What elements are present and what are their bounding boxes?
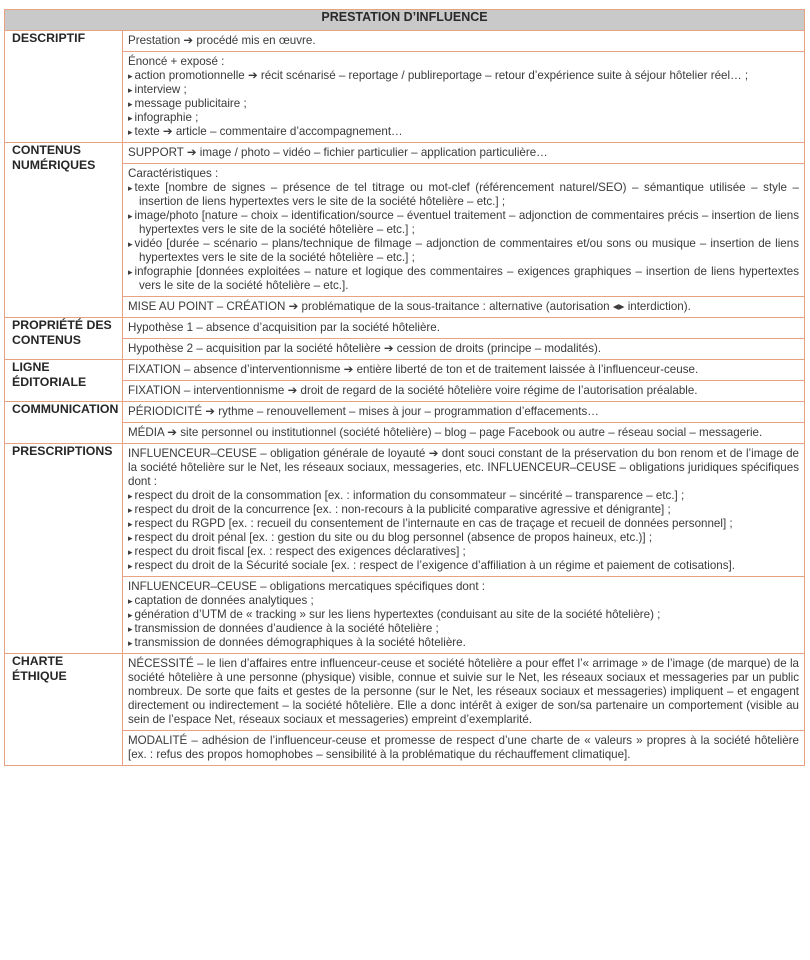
bullet-text: transmission de données démographiques à la société hôtelière. [134, 636, 466, 649]
bullet-item [128, 594, 799, 608]
cell-text: FIXATION – interventionnisme ➔ droit de regard de la société hôtelière voire régime de l’autorisation préalable. [128, 384, 698, 397]
bullet-text: captation de données analytiques ; [134, 594, 314, 607]
category-label: LIGNE ÉDITORIALE [5, 360, 123, 402]
bullet-text: texte ➔ article – commentaire d’accompagnement… [134, 125, 403, 138]
content-cell [123, 31, 805, 52]
content-cell [123, 654, 805, 731]
cell-text: PÉRIODICITÉ ➔ rythme – renouvellement – mises à jour – programmation d’effacements… [128, 405, 599, 418]
table-row [5, 731, 805, 766]
document [4, 9, 805, 766]
triangle-bullet-icon: ▸ [128, 127, 133, 137]
triangle-bullet-icon: ▸ [128, 113, 133, 123]
triangle-bullet-icon: ▸ [128, 267, 133, 277]
bullet-text: génération d’UTM de « tracking » sur les liens hypertextes (conduisant au site de la société hôtelière) ; [134, 608, 661, 621]
triangle-bullet-icon: ▸ [128, 547, 133, 557]
content-cell [123, 444, 805, 577]
cell-text: FIXATION – absence d’interventionnisme ➔ entière liberté de ton et de traitement laissée à l’influenceur-ceuse. [128, 363, 699, 376]
category-label: PROPRIÉTÉ DES CONTENUS [5, 318, 123, 360]
cell-text: MODALITÉ – adhésion de l’influenceur-ceuse et promesse de respect d’une charte de « valeurs » propres à la société hôtelière [ex. : refus des propos homophobes – sensibilité à la problématique du réchauffement climatique]. [128, 734, 799, 761]
triangle-bullet-icon: ▸ [128, 505, 133, 515]
cell-text: Caractéristiques : [128, 167, 219, 180]
category-label: DESCRIPTIF [5, 31, 123, 143]
cell-text: INFLUENCEUR–CEUSE – obligation générale de loyauté ➔ dont souci constant de la préservation du bon renom et de l’image de la société hôtelière sur le Net, les réseaux sociaux, messageries, etc. INFLUENCEUR–CEUSE – obligations juridiques spécifiques dont : [128, 447, 799, 488]
bullet-text: action promotionnelle ➔ récit scénarisé – reportage / publireportage – retour d’expérience suite à séjour hôtelier réel… ; [134, 69, 749, 82]
bullet-item [128, 237, 799, 265]
bullet-item [128, 608, 799, 622]
triangle-bullet-icon: ▸ [128, 533, 133, 543]
bullet-text: respect du RGPD [ex. : recueil du consentement de l’internaute en cas de traçage et recueil de données personnel] ; [134, 517, 733, 530]
table-row [5, 164, 805, 297]
cell-text: MISE AU POINT – CRÉATION ➔ problématique de la sous-traitance : alternative (autorisation ◂▸ interdiction). [128, 300, 691, 313]
triangle-bullet-icon: ▸ [128, 610, 133, 620]
triangle-bullet-icon: ▸ [128, 596, 133, 606]
triangle-bullet-icon: ▸ [128, 71, 133, 81]
bullet-text: infographie ; [134, 111, 199, 124]
cell-text: Hypothèse 2 – acquisition par la société hôtelière ➔ cession de droits (principe – modalités). [128, 342, 602, 355]
content-cell [123, 339, 805, 360]
bullet-item [128, 545, 799, 559]
cell-text: Énoncé + exposé : [128, 55, 225, 68]
triangle-bullet-icon: ▸ [128, 239, 133, 249]
bullet-item [128, 125, 799, 139]
bullet-item [128, 531, 799, 545]
content-cell [123, 143, 805, 164]
bullet-text: infographie [données exploitées – nature et logique des commentaires – exigences graphiques – insertion de liens hypertextes vers le site de la société hôtelière – etc.]. [134, 265, 799, 292]
cell-text: NÉCESSITÉ – le lien d’affaires entre influenceur-ceuse et société hôtelière a pour effet l’« arrimage » de l’image (de marque) de la société hôtelière à une personne (physique) visible, connue et suivie sur le Net, les réseaux sociaux et messageries par un public nombreux. De sorte que faits et gestes de la personne (sur le Net, les réseaux sociaux et messageries) impliquent – et engagent directement ou indirectement – la société hôtelière. Elle a donc intérêt à exiger de son/sa partenaire un comportement (visible au sein de l’espace Net, réseaux sociaux et messageries) empreint d’exemplarité. [128, 657, 799, 726]
category-label: COMMUNICATION [5, 402, 123, 444]
bullet-item [128, 209, 799, 237]
content-cell [123, 164, 805, 297]
bullet-item [128, 111, 799, 125]
bullet-text: image/photo [nature – choix – identification/source – éventuel traitement – adjonction de commentaires précis – insertion de liens hypertextes vers le site de la société hôtelière – etc.] ; [134, 209, 799, 236]
triangle-bullet-icon: ▸ [128, 211, 133, 221]
triangle-bullet-icon: ▸ [128, 519, 133, 529]
bullet-item [128, 559, 799, 573]
content-cell [123, 402, 805, 423]
bullet-text: message publicitaire ; [134, 97, 247, 110]
table-row [5, 143, 805, 164]
cell-text: Hypothèse 1 – absence d’acquisition par la société hôtelière. [128, 321, 440, 334]
triangle-bullet-icon: ▸ [128, 624, 133, 634]
category-label: PRESCRIPTIONS [5, 444, 123, 654]
table-row [5, 31, 805, 52]
bullet-text: transmission de données d’audience à la société hôtelière ; [134, 622, 439, 635]
category-label: CHARTE ÉTHIQUE [5, 654, 123, 766]
table-row [5, 381, 805, 402]
bullet-item [128, 489, 799, 503]
table-title: PRESTATION D’INFLUENCE [5, 10, 805, 31]
table-row [5, 318, 805, 339]
bullet-text: respect du droit de la consommation [ex. : information du consommateur – sincérité – transparence – etc.] ; [134, 489, 685, 502]
bullet-item [128, 636, 799, 650]
triangle-bullet-icon: ▸ [128, 85, 133, 95]
content-cell [123, 52, 805, 143]
table-row [5, 360, 805, 381]
cell-text: MÉDIA ➔ site personnel ou institutionnel (société hôtelière) – blog – page Facebook ou autre – réseau social – messagerie. [128, 426, 763, 439]
content-cell [123, 577, 805, 654]
table-row [5, 402, 805, 423]
category-label: CONTENUS NUMÉRIQUES [5, 143, 123, 318]
triangle-bullet-icon: ▸ [128, 183, 133, 193]
bullet-text: vidéo [durée – scénario – plans/technique de filmage – adjonction de commentaires et/ou sons ou musique – insertion de liens hypertextes vers le site de la société hôtelière – etc.] ; [134, 237, 799, 264]
bullet-text: texte [nombre de signes – présence de tel titrage ou mot-clef (référencement naturel/SEO) – sémantique utilisée – style – insertion de liens hypertextes vers le site de la société hôtelière – etc.] ; [134, 181, 799, 208]
cell-text: INFLUENCEUR–CEUSE – obligations mercatiques spécifiques dont : [128, 580, 485, 593]
bullet-item [128, 83, 799, 97]
triangle-bullet-icon: ▸ [128, 561, 133, 571]
cell-text: Prestation ➔ procédé mis en œuvre. [128, 34, 316, 47]
bullet-text: respect du droit fiscal [ex. : respect des exigences déclaratives] ; [134, 545, 466, 558]
table-row [5, 423, 805, 444]
bullet-item [128, 69, 799, 83]
table-row [5, 52, 805, 143]
content-cell [123, 423, 805, 444]
content-cell [123, 360, 805, 381]
triangle-bullet-icon: ▸ [128, 99, 133, 109]
triangle-bullet-icon: ▸ [128, 491, 133, 501]
bullet-text: respect du droit de la Sécurité sociale [ex. : respect de l’exigence d’affiliation à un régime et paiement de cotisations]. [134, 559, 735, 572]
bullet-item [128, 181, 799, 209]
table-row [5, 297, 805, 318]
table-body [5, 31, 805, 766]
content-cell [123, 297, 805, 318]
table-row [5, 444, 805, 577]
content-cell [123, 381, 805, 402]
bullet-item [128, 622, 799, 636]
bullet-text: respect du droit pénal [ex. : gestion du site ou du blog personnel (absence de propos haineux, etc.)] ; [134, 531, 653, 544]
cell-text: SUPPORT ➔ image / photo – vidéo – fichier particulier – application particulière… [128, 146, 548, 159]
bullet-text: respect du droit de la concurrence [ex. : non-recours à la publicité comparative agressive et dénigrante] ; [134, 503, 671, 516]
bullet-item [128, 265, 799, 293]
bullet-item [128, 503, 799, 517]
table-row [5, 339, 805, 360]
content-cell [123, 731, 805, 766]
bullet-item [128, 97, 799, 111]
triangle-bullet-icon: ▸ [128, 638, 133, 648]
table-row [5, 654, 805, 731]
bullet-item [128, 517, 799, 531]
prestation-table [4, 9, 805, 766]
bullet-text: interview ; [134, 83, 187, 96]
table-row [5, 577, 805, 654]
content-cell [123, 318, 805, 339]
